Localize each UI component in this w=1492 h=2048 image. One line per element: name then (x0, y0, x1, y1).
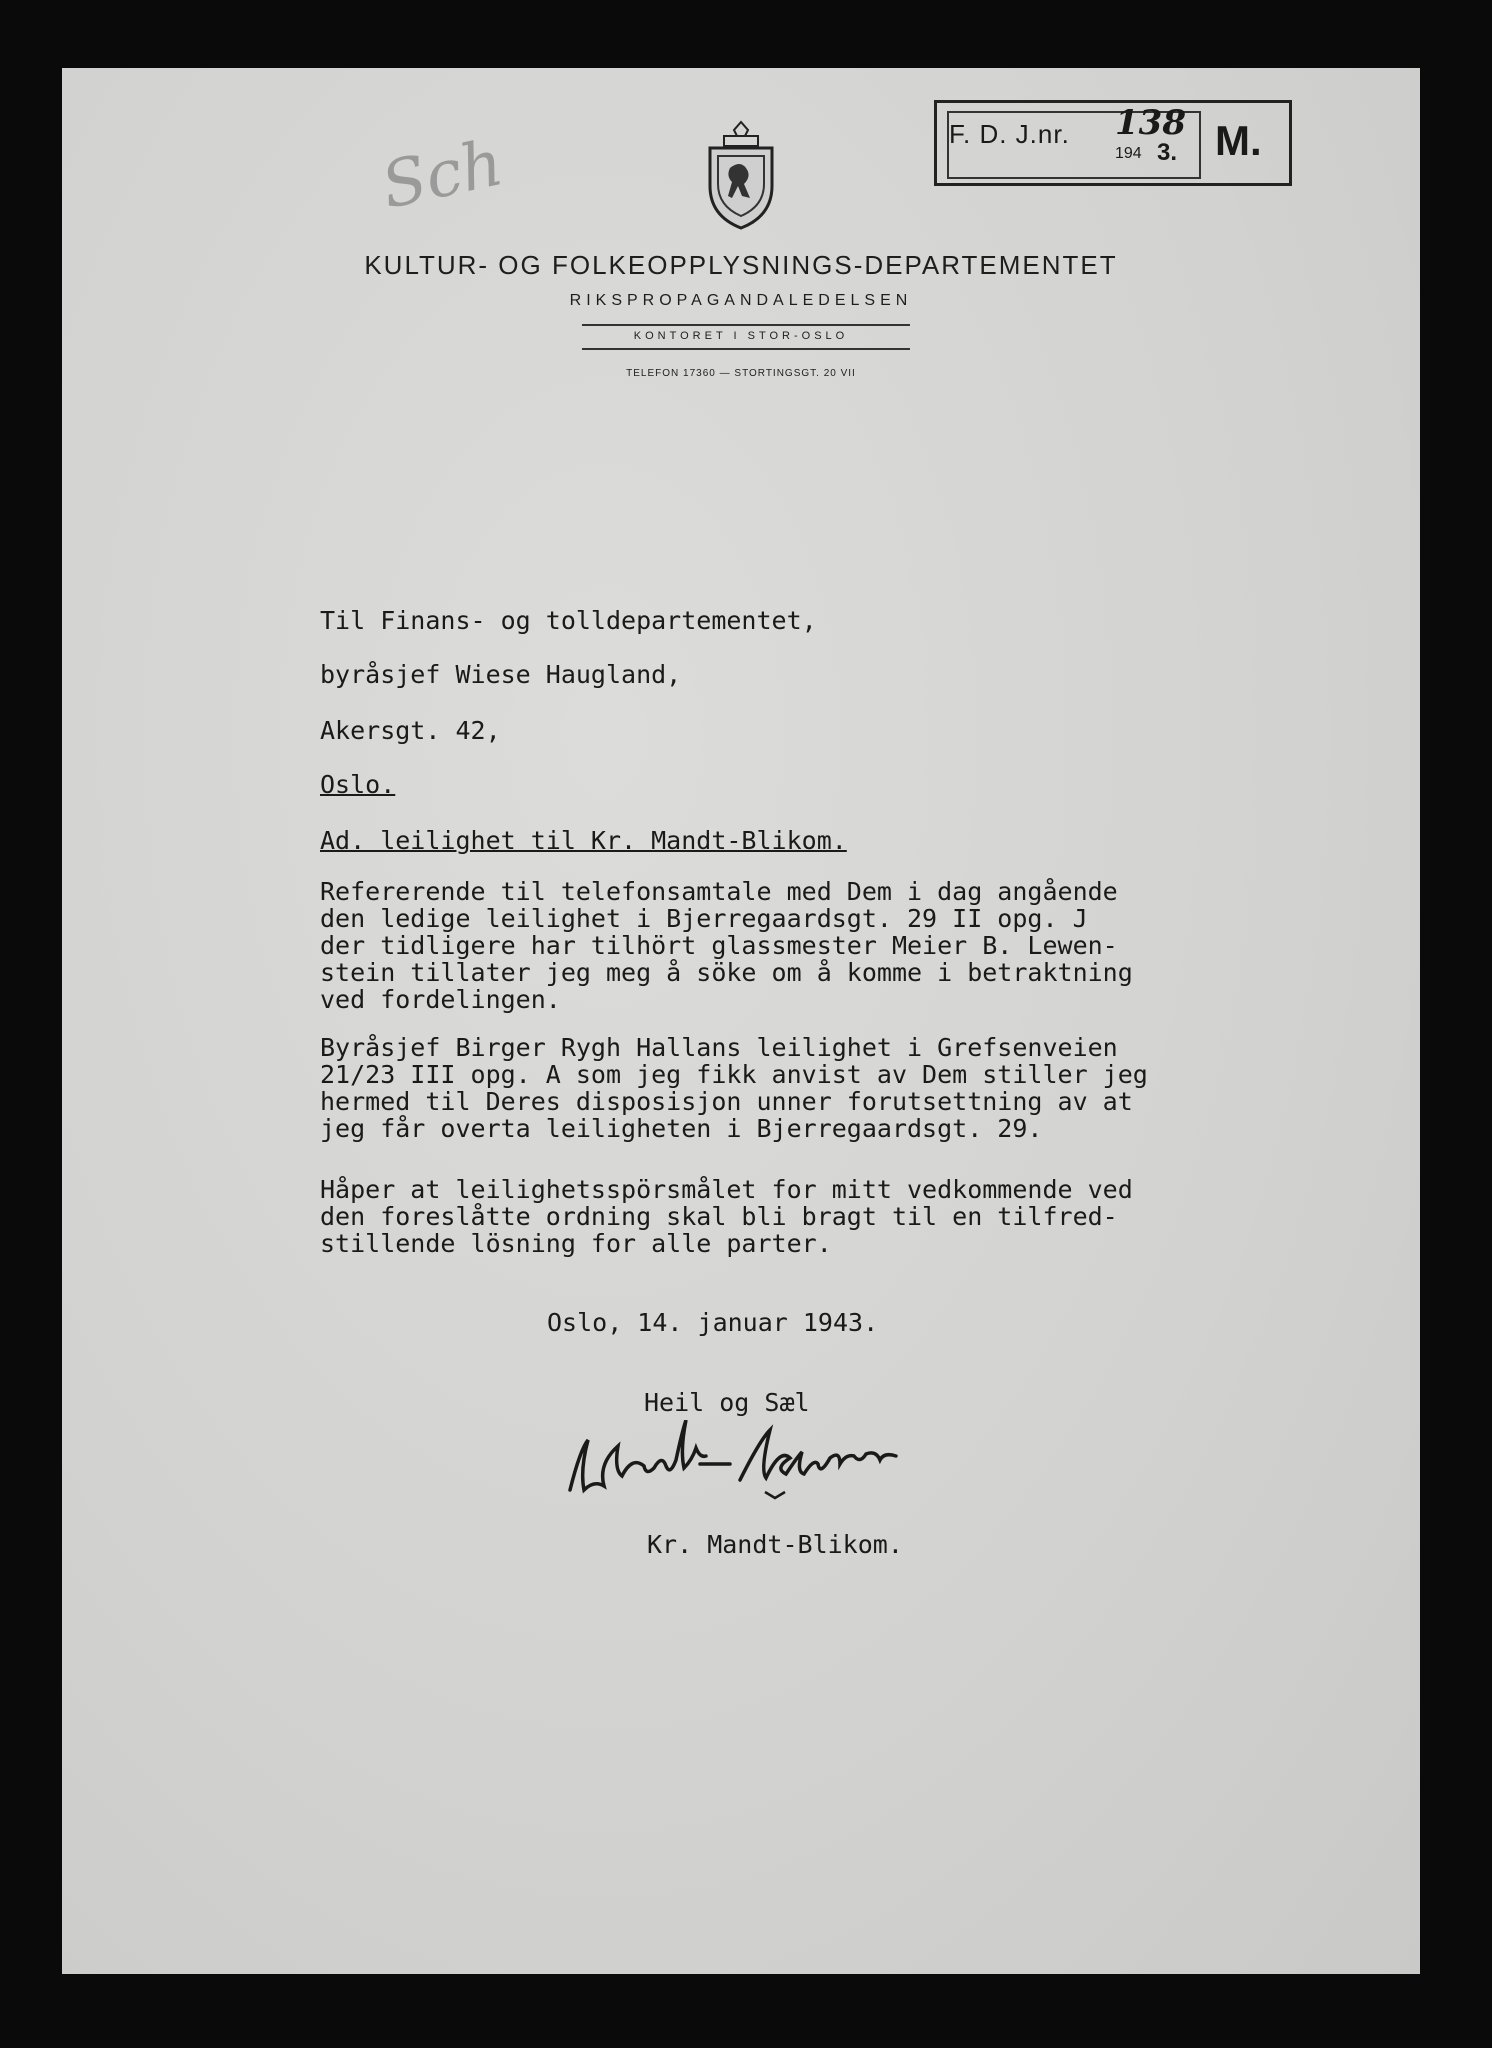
letter-page (62, 68, 1420, 1974)
signature-name: Kr. Mandt-Blikom. (647, 1530, 903, 1559)
stamp-number: 138 (1115, 103, 1186, 143)
letterhead-contact: TELEFON 17360 — STORTINGSGT. 20 VII (626, 368, 856, 379)
paragraph-2: Byråsjef Birger Rygh Hallans leilighet i Grefsenveien 21/23 III opg. A som jeg fikk anvist av Dem stiller jeg hermed til Deres disposisjon unner forutsettning av at jeg får overta leiligheten i Bjerregaardsgt. 29. (320, 1033, 1148, 1143)
address-line-4: Oslo. (320, 770, 396, 799)
stamp-year-suffix: 3. (1157, 139, 1178, 166)
address-line-3: Akersgt. 42, (320, 716, 501, 745)
letterhead-office: KONTORET I STOR-OSLO (633, 330, 849, 342)
stamp-year-prefix: 194 (1115, 145, 1142, 162)
letterhead-division: RIKSPROPAGANDALEDELSEN (569, 292, 913, 309)
letterhead-department: KULTUR- OG FOLKEOPPLYSNINGS-DEPARTEMENTET (364, 250, 1118, 280)
handwritten-initials: Sch (375, 126, 510, 224)
date-line: Oslo, 14. januar 1943. (547, 1308, 879, 1337)
coat-of-arms-icon (702, 120, 780, 230)
stamp-code: M. (1215, 117, 1262, 164)
paragraph-3: Håper at leilighetsspörsmålet for mitt vedkommende ved den foreslåtte ordning skal bli bragt til en tilfred- stillende lösning for alle parter. (320, 1175, 1133, 1258)
journal-stamp (934, 100, 1292, 186)
handwritten-signature (550, 1420, 970, 1510)
address-line-1: Til Finans- og tolldepartementet, (320, 606, 817, 635)
stamp-label: F. D. J.nr. (949, 119, 1070, 149)
address-line-2: byråsjef Wiese Haugland, (320, 660, 682, 689)
paragraph-1: Refererende til telefonsamtale med Dem i dag angående den ledige leilighet i Bjerregaardsgt. 29 II opg. J der tidligere har tilhört glassmester Meier B. Lewen- stein tillater jeg meg å söke om å komme i betraktning ved fordelingen. (320, 877, 1133, 1014)
greeting: Heil og Sæl (644, 1388, 810, 1417)
subject-line: Ad. leilighet til Kr. Mandt-Blikom. (320, 826, 847, 855)
letterhead-rule-top (582, 324, 910, 326)
letterhead-rule-bottom (582, 348, 910, 350)
